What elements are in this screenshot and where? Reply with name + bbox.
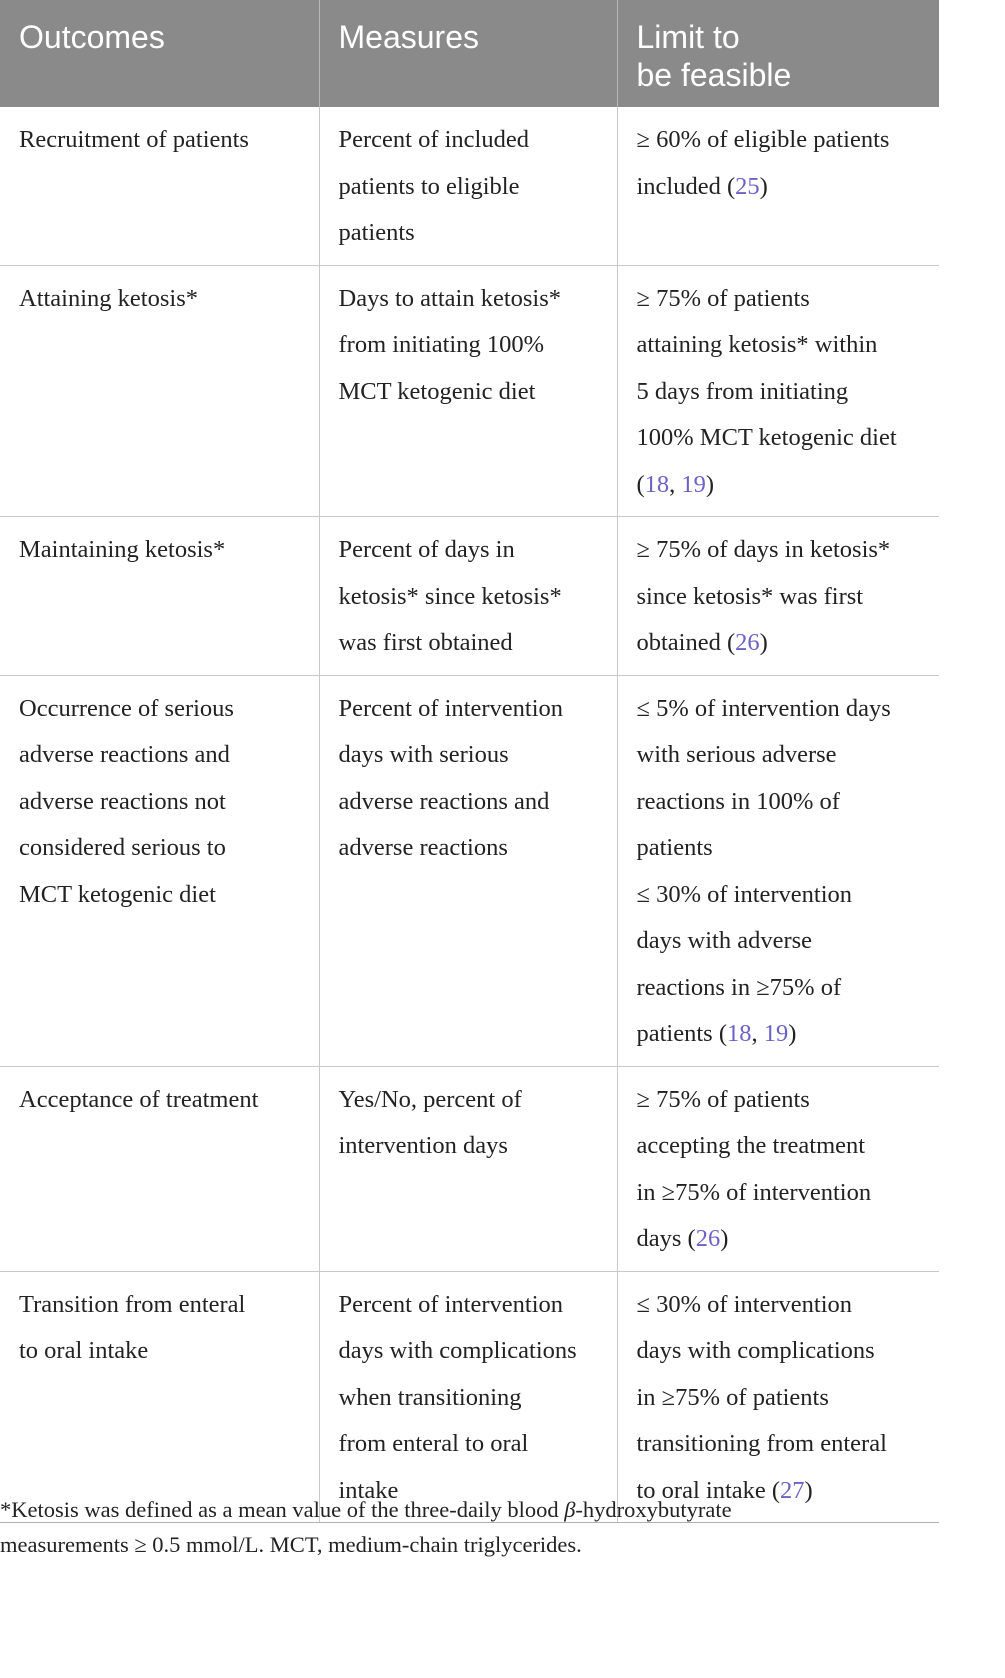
outcome-cell-line: Acceptance of treatment [19, 1085, 259, 1113]
outcome-cell [0, 265, 319, 517]
outcome-cell [0, 1271, 319, 1523]
measure-cell-line: Yes/No, percent of [338, 1085, 522, 1113]
limit-text: since ketosis* was first [636, 582, 864, 610]
outcome-cell-line: MCT ketogenic diet [19, 880, 216, 908]
table-row [0, 1271, 939, 1523]
outcome-cell-line: Occurrence of serious [19, 694, 234, 722]
table-row [0, 107, 939, 265]
outcome-cell [0, 675, 319, 1066]
reference-link[interactable]: 18 [727, 1020, 752, 1047]
measure-cell-line: adverse reactions [338, 834, 508, 861]
limit-text: in ≥75% of intervention [636, 1178, 872, 1206]
reference-link[interactable]: 18 [644, 470, 670, 498]
limit-text-tail: ) [804, 1476, 813, 1504]
limit-text: in ≥75% of patients [636, 1383, 829, 1411]
limit-cell-line [637, 527, 921, 574]
measure-cell-line: Percent of intervention [338, 1290, 564, 1318]
limit-text: ≤ 5% of intervention days [636, 694, 891, 722]
limit-cell-line [637, 117, 921, 164]
table-footnote [0, 1492, 990, 1562]
limit-cell-line [637, 620, 921, 667]
limit-cell-line [637, 1375, 921, 1422]
measure-cell-line: days with complications [338, 1337, 577, 1364]
outcome-cell [0, 1066, 319, 1271]
limit-cell-line [637, 1282, 921, 1329]
footnote-line-1 [0, 1492, 990, 1527]
limit-cell-line [637, 1328, 921, 1375]
limit-text: 100% MCT ketogenic diet [636, 424, 897, 451]
reference-link[interactable]: 19 [763, 1020, 789, 1047]
reference-link[interactable]: 26 [695, 1225, 721, 1252]
limit-cell-line [637, 164, 921, 211]
header-measures: Measures [319, 0, 617, 107]
limit-cell [617, 675, 939, 1066]
measure-cell-line: Percent of intervention [338, 694, 564, 722]
limit-text: 5 days from initiating [636, 377, 849, 405]
limit-text: accepting the treatment [636, 1132, 866, 1159]
limit-cell-line [637, 872, 921, 919]
outcome-cell-line: Attaining ketosis* [19, 284, 198, 312]
measure-cell-line: intervention days [338, 1132, 508, 1159]
measure-cell-line: patients [338, 219, 415, 246]
measure-cell [319, 517, 617, 676]
limit-text: patients [636, 834, 713, 861]
measure-cell-line: Days to attain ketosis* [338, 284, 562, 312]
limit-text: ≥ 75% of patients [636, 1085, 810, 1113]
table-row [0, 517, 939, 676]
limit-cell-line [637, 825, 921, 872]
limit-cell-line [637, 276, 921, 323]
table-row [0, 265, 939, 517]
limit-text-tail: ) [788, 1020, 797, 1047]
table-body [0, 107, 939, 1523]
limit-cell [617, 517, 939, 676]
header-limit [617, 0, 939, 107]
reference-link[interactable]: 26 [735, 629, 760, 656]
limit-text-tail: ) [759, 629, 768, 656]
limit-text: days with complications [636, 1337, 875, 1364]
measure-cell [319, 265, 617, 517]
limit-text: with serious adverse [636, 741, 837, 768]
footnote-line-2: measurements ≥ 0.5 mmol/L. MCT, medium-chain triglycerides. [0, 1532, 582, 1557]
footnote-text-a: *Ketosis was defined as a mean value of the three-daily blood [0, 1497, 565, 1522]
limit-text: days ( [636, 1225, 696, 1252]
measure-cell-line: MCT ketogenic diet [338, 377, 536, 405]
outcome-cell-line: considered serious to [19, 834, 226, 861]
outcome-cell [0, 517, 319, 676]
limit-cell-line [637, 574, 921, 621]
outcome-cell [0, 107, 319, 265]
outcome-cell-line: to oral intake [19, 1337, 149, 1364]
limit-text: days with adverse [636, 927, 813, 954]
reference-separator: , [751, 1020, 764, 1047]
measure-cell [319, 675, 617, 1066]
limit-text: ≥ 75% of days in ketosis* [636, 536, 891, 563]
limit-cell-line [637, 1421, 921, 1468]
limit-text: ≥ 75% of patients [636, 284, 810, 312]
header-row [0, 0, 939, 107]
header-limit-line1: Limit to [636, 19, 740, 55]
measure-cell-line: from enteral to oral [338, 1430, 529, 1457]
reference-separator: , [669, 470, 682, 498]
footnote-beta-symbol: β [564, 1497, 576, 1522]
outcome-cell-line: adverse reactions and [19, 741, 230, 768]
limit-cell-line [637, 1216, 921, 1263]
table-row [0, 675, 939, 1066]
limit-cell-line [637, 415, 921, 462]
limit-text: reactions in ≥75% of [636, 973, 842, 1001]
measure-cell-line: Percent of days in [338, 536, 515, 563]
limit-text: to oral intake ( [636, 1476, 781, 1504]
measure-cell [319, 1066, 617, 1271]
limit-cell-line [637, 1011, 921, 1058]
limit-text-tail: ) [705, 470, 715, 498]
limit-cell-line [637, 732, 921, 779]
measure-cell [319, 107, 617, 265]
limit-cell [617, 265, 939, 517]
table-header [0, 0, 939, 107]
limit-text-tail: ) [759, 172, 768, 200]
limit-text: attaining ketosis* within [636, 331, 878, 358]
limit-text: obtained ( [636, 629, 736, 656]
limit-cell [617, 1271, 939, 1523]
measure-cell-line: was first obtained [338, 629, 513, 656]
limit-cell-line [637, 1077, 921, 1124]
limit-text: ≥ 60% of eligible patients [636, 126, 890, 153]
measure-cell-line: from initiating 100% [338, 331, 544, 358]
limit-text: included ( [636, 172, 736, 200]
limit-cell-line [637, 918, 921, 965]
limit-cell-line [637, 1123, 921, 1170]
limit-cell-line [637, 462, 921, 509]
reference-link[interactable]: 25 [735, 172, 760, 200]
limit-text: ( [636, 470, 645, 498]
limit-text: ≤ 30% of intervention [636, 880, 853, 908]
limit-text: patients ( [636, 1020, 727, 1047]
limit-text: transitioning from enteral [636, 1430, 887, 1457]
limit-cell-line [637, 369, 921, 416]
limit-text: ≤ 30% of intervention [636, 1290, 853, 1318]
measure-cell-line: days with serious [338, 741, 509, 768]
limit-cell-line [637, 686, 921, 733]
measure-cell [319, 1271, 617, 1523]
header-limit-line2: be feasible [636, 57, 792, 93]
limit-cell [617, 107, 939, 265]
limit-cell-line [637, 965, 921, 1012]
limit-cell [617, 1066, 939, 1271]
measure-cell-line: patients to eligible [338, 172, 520, 200]
outcome-cell-line: Transition from enteral [19, 1290, 246, 1318]
limit-text: reactions in 100% of [636, 787, 840, 815]
limit-cell-line [637, 322, 921, 369]
outcome-cell-line: Recruitment of patients [19, 126, 249, 153]
outcome-cell-line: Maintaining ketosis* [19, 536, 226, 563]
measure-cell-line: adverse reactions and [338, 787, 550, 815]
reference-link[interactable]: 19 [681, 470, 706, 498]
header-outcomes: Outcomes [0, 0, 319, 107]
limit-cell-line [637, 779, 921, 826]
reference-link[interactable]: 27 [780, 1476, 805, 1504]
measure-cell-line: intake [338, 1476, 399, 1504]
outcome-cell-line: adverse reactions not [19, 787, 226, 815]
footnote-text-b: -hydroxybutyrate [575, 1497, 732, 1522]
measure-cell-line: when transitioning [338, 1383, 522, 1411]
table-row [0, 1066, 939, 1271]
measure-cell-line: ketosis* since ketosis* [338, 582, 562, 610]
limit-cell-line [637, 1170, 921, 1217]
limit-text-tail: ) [720, 1225, 729, 1252]
measure-cell-line: Percent of included [338, 126, 529, 153]
